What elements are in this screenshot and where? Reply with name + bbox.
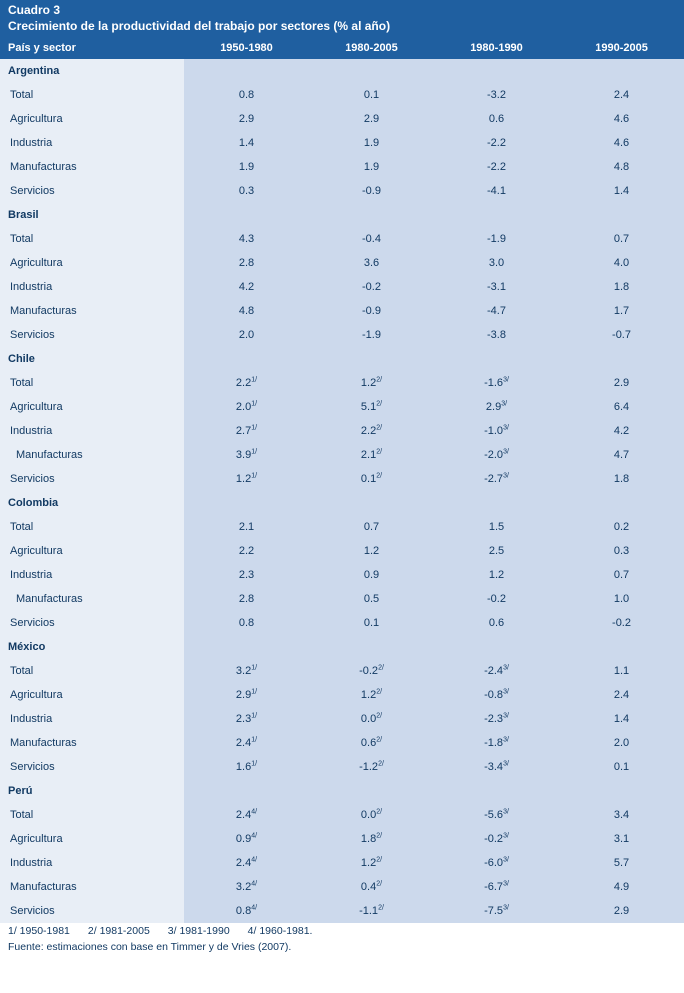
footnote-marker: 3/: [503, 712, 509, 720]
sector-label: Servicios: [0, 611, 184, 635]
footnote-marker: 2/: [376, 424, 383, 432]
value-cell: $-7.5^{3/}$: [434, 899, 559, 923]
value-cell: 2.5: [434, 539, 559, 563]
footnote-marker: 3/: [501, 400, 508, 408]
footnote-marker: 4/: [251, 904, 258, 912]
footnote-marker: 1/: [251, 376, 258, 384]
value-cell: -4.7: [434, 299, 559, 323]
value-cell: $2.7^{1/}$: [184, 419, 309, 443]
value-cell: 0.8: [184, 611, 309, 635]
value-cell: $3.9^{1/}$: [184, 443, 309, 467]
value-cell: $1.2^{1/}$: [184, 467, 309, 491]
sector-label: Manufacturas: [0, 299, 184, 323]
value-cell: 1.5: [434, 515, 559, 539]
value-cell: 3.4: [559, 803, 684, 827]
footnote-marker: 3/: [503, 904, 509, 912]
value-cell: -2.2: [434, 155, 559, 179]
value-cell: $1.2^{2/}$: [309, 851, 434, 875]
value-cell: $3.2^{1/}$: [184, 659, 309, 683]
sector-label: Total: [0, 803, 184, 827]
table-row: [0, 323, 684, 347]
value-cell: 3.1: [559, 827, 684, 851]
value-cell: [184, 203, 309, 227]
value-cell: $2.2^{2/}$: [309, 419, 434, 443]
value-cell: -0.2: [434, 587, 559, 611]
value-cell: 1.9: [309, 155, 434, 179]
value-cell: 1.8: [559, 467, 684, 491]
value-cell: [184, 779, 309, 803]
value-cell: [434, 59, 559, 83]
column-header-row: [0, 38, 684, 59]
value-cell: 1.1: [559, 659, 684, 683]
footnote-marker: 2/: [376, 712, 383, 720]
table-row: [0, 683, 684, 707]
value-cell: [559, 203, 684, 227]
footnote-marker: 3/: [503, 808, 509, 816]
footnote-marker: 1/: [251, 424, 258, 432]
footnote-marker: 3/: [503, 856, 509, 864]
footnote-marker: 1/: [251, 472, 258, 480]
value-cell: 2.9: [559, 371, 684, 395]
value-cell: -2.2: [434, 131, 559, 155]
table-row: [0, 275, 684, 299]
footnote-marker: 3/: [503, 424, 509, 432]
value-cell: -3.2: [434, 83, 559, 107]
sector-label: Servicios: [0, 755, 184, 779]
value-cell: $-1.2^{2/}$: [309, 755, 434, 779]
country-label: México: [0, 635, 184, 659]
value-cell: -0.7: [559, 323, 684, 347]
sector-label: Industria: [0, 563, 184, 587]
footnote-1: 1/ 1950-1981: [8, 925, 70, 937]
sector-label: Agricultura: [0, 107, 184, 131]
table-row: [0, 179, 684, 203]
value-cell: $0.1^{2/}$: [309, 467, 434, 491]
country-row: [0, 203, 684, 227]
value-cell: $2.1^{2/}$: [309, 443, 434, 467]
sector-label: Agricultura: [0, 251, 184, 275]
value-cell: $2.9^{3/}$: [434, 395, 559, 419]
value-cell: 0.3: [184, 179, 309, 203]
value-cell: 0.8: [184, 83, 309, 107]
country-label: Brasil: [0, 203, 184, 227]
footnote-marker: 3/: [503, 688, 509, 696]
value-cell: $-2.4^{3/}$: [434, 659, 559, 683]
value-cell: $-3.4^{3/}$: [434, 755, 559, 779]
value-cell: 1.2: [309, 539, 434, 563]
footnote-marker: 2/: [376, 472, 383, 480]
value-cell: $-2.7^{3/}$: [434, 467, 559, 491]
value-cell: 4.6: [559, 107, 684, 131]
sector-label: Agricultura: [0, 539, 184, 563]
table-row: [0, 827, 684, 851]
table-body: [0, 59, 684, 923]
value-cell: 2.1: [184, 515, 309, 539]
table-row: [0, 659, 684, 683]
sector-label: Servicios: [0, 323, 184, 347]
footnote-marker: 3/: [503, 736, 509, 744]
value-cell: $0.0^{2/}$: [309, 803, 434, 827]
value-cell: -3.1: [434, 275, 559, 299]
value-cell: $2.3^{1/}$: [184, 707, 309, 731]
value-cell: $2.4^{1/}$: [184, 731, 309, 755]
value-cell: 2.9: [309, 107, 434, 131]
value-cell: 4.2: [184, 275, 309, 299]
value-cell: $-0.8^{3/}$: [434, 683, 559, 707]
table-row: [0, 83, 684, 107]
value-cell: 1.4: [184, 131, 309, 155]
table-row: [0, 515, 684, 539]
value-cell: $2.0^{1/}$: [184, 395, 309, 419]
value-cell: $0.8^{4/}$: [184, 899, 309, 923]
value-cell: 0.5: [309, 587, 434, 611]
footnote-marker: 2/: [378, 760, 384, 768]
column-header-1980-1990: 1980-1990: [434, 38, 559, 59]
column-header-label: País y sector: [0, 38, 184, 59]
table-row: [0, 131, 684, 155]
footnote-marker: 1/: [251, 400, 258, 408]
country-row: [0, 491, 684, 515]
table-row: [0, 851, 684, 875]
value-cell: $-1.1^{2/}$: [309, 899, 434, 923]
sector-label: Agricultura: [0, 827, 184, 851]
table-title-row: [0, 18, 684, 38]
sector-label: Industria: [0, 419, 184, 443]
value-cell: 4.3: [184, 227, 309, 251]
value-cell: $2.4^{4/}$: [184, 851, 309, 875]
value-cell: $-5.6^{3/}$: [434, 803, 559, 827]
value-cell: 2.0: [559, 731, 684, 755]
value-cell: $3.2^{4/}$: [184, 875, 309, 899]
sector-label: Industria: [0, 131, 184, 155]
table-row: [0, 227, 684, 251]
value-cell: $1.2^{2/}$: [309, 371, 434, 395]
table-row: [0, 467, 684, 491]
value-cell: 6.4: [559, 395, 684, 419]
sector-label: Agricultura: [0, 683, 184, 707]
value-cell: $-1.8^{3/}$: [434, 731, 559, 755]
value-cell: 2.0: [184, 323, 309, 347]
value-cell: [309, 491, 434, 515]
footnote-marker: 4/: [251, 832, 258, 840]
footnote-marker: 1/: [251, 688, 258, 696]
sector-label: Manufacturas: [0, 443, 184, 467]
value-cell: [184, 347, 309, 371]
footnote-4: 4/ 1960-1981.: [247, 925, 313, 937]
country-row: [0, 635, 684, 659]
value-cell: 0.9: [309, 563, 434, 587]
country-row: [0, 59, 684, 83]
value-cell: [309, 347, 434, 371]
footnote-marker: 2/: [376, 808, 383, 816]
table-row: [0, 611, 684, 635]
value-cell: 4.9: [559, 875, 684, 899]
sector-label: Servicios: [0, 467, 184, 491]
table-row: [0, 803, 684, 827]
value-cell: 1.8: [559, 275, 684, 299]
value-cell: [559, 347, 684, 371]
value-cell: 2.9: [184, 107, 309, 131]
value-cell: 0.6: [434, 611, 559, 635]
value-cell: $-2.0^{3/}$: [434, 443, 559, 467]
value-cell: [559, 779, 684, 803]
footnote-marker: 2/: [376, 688, 383, 696]
footnote-2: 2/ 1981-2005: [87, 925, 150, 937]
value-cell: 1.4: [559, 179, 684, 203]
value-cell: [434, 203, 559, 227]
footnote-marker: 4/: [251, 856, 258, 864]
value-cell: 2.2: [184, 539, 309, 563]
sector-label: Total: [0, 515, 184, 539]
value-cell: [309, 635, 434, 659]
value-cell: -0.2: [309, 275, 434, 299]
value-cell: 0.6: [434, 107, 559, 131]
source-note: Fuente: estimaciones con base en Timmer y de Vries (2007).: [0, 937, 684, 953]
value-cell: 4.8: [184, 299, 309, 323]
footnote-marker: 4/: [251, 808, 258, 816]
value-cell: [434, 347, 559, 371]
value-cell: $5.1^{2/}$: [309, 395, 434, 419]
value-cell: -1.9: [309, 323, 434, 347]
value-cell: 2.4: [559, 83, 684, 107]
value-cell: 4.2: [559, 419, 684, 443]
value-cell: $1.2^{2/}$: [309, 683, 434, 707]
value-cell: $0.6^{2/}$: [309, 731, 434, 755]
value-cell: -4.1: [434, 179, 559, 203]
country-label: Perú: [0, 779, 184, 803]
value-cell: $-0.2^{2/}$: [309, 659, 434, 683]
value-cell: [559, 491, 684, 515]
table-row: [0, 755, 684, 779]
value-cell: [434, 635, 559, 659]
sector-label: Total: [0, 371, 184, 395]
value-cell: 1.9: [184, 155, 309, 179]
footnote-marker: 4/: [251, 880, 258, 888]
column-header-1950-1980: 1950-1980: [184, 38, 309, 59]
value-cell: $0.9^{4/}$: [184, 827, 309, 851]
value-cell: 2.3: [184, 563, 309, 587]
value-cell: -0.4: [309, 227, 434, 251]
footnote-marker: 3/: [503, 760, 509, 768]
value-cell: $0.4^{2/}$: [309, 875, 434, 899]
value-cell: [434, 491, 559, 515]
footnote-marker: 2/: [376, 736, 383, 744]
value-cell: 3.6: [309, 251, 434, 275]
value-cell: 1.2: [434, 563, 559, 587]
footnote-marker: 2/: [376, 832, 383, 840]
sector-label: Manufacturas: [0, 731, 184, 755]
value-cell: [559, 635, 684, 659]
value-cell: -3.8: [434, 323, 559, 347]
sector-label: Total: [0, 659, 184, 683]
country-label: Chile: [0, 347, 184, 371]
sector-label: Total: [0, 83, 184, 107]
value-cell: 4.0: [559, 251, 684, 275]
footnote-marker: 3/: [503, 472, 509, 480]
table-row: [0, 539, 684, 563]
footnotes: [0, 923, 684, 937]
footnote-marker: 3/: [503, 880, 509, 888]
country-row: [0, 779, 684, 803]
sector-label: Manufacturas: [0, 155, 184, 179]
table-row: [0, 707, 684, 731]
table-title: Crecimiento de la productividad del trabajo por sectores (% al año): [0, 18, 684, 38]
value-cell: $-2.3^{3/}$: [434, 707, 559, 731]
value-cell: 0.7: [559, 563, 684, 587]
footnote-marker: 2/: [376, 400, 383, 408]
value-cell: [184, 635, 309, 659]
value-cell: 0.2: [559, 515, 684, 539]
value-cell: 5.7: [559, 851, 684, 875]
value-cell: $0.0^{2/}$: [309, 707, 434, 731]
table-row: [0, 251, 684, 275]
value-cell: $-0.2^{3/}$: [434, 827, 559, 851]
value-cell: -1.9: [434, 227, 559, 251]
footnote-marker: 2/: [378, 664, 384, 672]
table-row: [0, 299, 684, 323]
value-cell: $-6.7^{3/}$: [434, 875, 559, 899]
value-cell: $2.4^{4/}$: [184, 803, 309, 827]
footnote-marker: 1/: [251, 664, 258, 672]
footnote-marker: 3/: [503, 448, 509, 456]
table-row: [0, 899, 684, 923]
sector-label: Industria: [0, 275, 184, 299]
country-row: [0, 347, 684, 371]
column-header-1990-2005: 1990-2005: [559, 38, 684, 59]
value-cell: 1.4: [559, 707, 684, 731]
footnote-marker: 2/: [376, 880, 383, 888]
footnote-marker: 2/: [376, 376, 383, 384]
value-cell: [434, 779, 559, 803]
value-cell: $1.6^{1/}$: [184, 755, 309, 779]
table-header: [0, 0, 684, 59]
value-cell: -0.2: [559, 611, 684, 635]
value-cell: $2.2^{1/}$: [184, 371, 309, 395]
footnote-marker: 1/: [251, 736, 258, 744]
value-cell: 1.9: [309, 131, 434, 155]
value-cell: 0.3: [559, 539, 684, 563]
value-cell: 0.7: [309, 515, 434, 539]
value-cell: $-1.0^{3/}$: [434, 419, 559, 443]
table-row: [0, 155, 684, 179]
column-header-1980-2005: 1980-2005: [309, 38, 434, 59]
sector-label: Manufacturas: [0, 587, 184, 611]
value-cell: $-1.6^{3/}$: [434, 371, 559, 395]
table-number-row: [0, 0, 684, 18]
value-cell: 0.1: [559, 755, 684, 779]
value-cell: 1.0: [559, 587, 684, 611]
footnote-marker: 3/: [503, 376, 509, 384]
value-cell: 4.7: [559, 443, 684, 467]
value-cell: 2.4: [559, 683, 684, 707]
table-row: [0, 563, 684, 587]
value-cell: $2.9^{1/}$: [184, 683, 309, 707]
footnote-3: 3/ 1981-1990: [167, 925, 230, 937]
footnote-marker: 2/: [376, 448, 383, 456]
value-cell: [309, 203, 434, 227]
value-cell: 0.1: [309, 611, 434, 635]
value-cell: [184, 59, 309, 83]
value-cell: 4.8: [559, 155, 684, 179]
value-cell: 2.9: [559, 899, 684, 923]
sector-label: Agricultura: [0, 395, 184, 419]
table-row: [0, 419, 684, 443]
footnote-marker: 1/: [251, 712, 258, 720]
sector-label: Servicios: [0, 899, 184, 923]
value-cell: -0.9: [309, 299, 434, 323]
country-label: Argentina: [0, 59, 184, 83]
footnote-marker: 1/: [251, 760, 258, 768]
footnote-marker: 3/: [503, 664, 509, 672]
sector-label: Industria: [0, 707, 184, 731]
country-label: Colombia: [0, 491, 184, 515]
footnote-marker: 2/: [376, 856, 383, 864]
value-cell: 2.8: [184, 251, 309, 275]
value-cell: $-6.0^{3/}$: [434, 851, 559, 875]
footnote-marker: 3/: [503, 832, 509, 840]
value-cell: 0.1: [309, 83, 434, 107]
table-row: [0, 731, 684, 755]
value-cell: [184, 491, 309, 515]
value-cell: $1.8^{2/}$: [309, 827, 434, 851]
table-row: [0, 875, 684, 899]
footnote-marker: 2/: [378, 904, 384, 912]
sector-label: Industria: [0, 851, 184, 875]
value-cell: 1.7: [559, 299, 684, 323]
value-cell: [309, 59, 434, 83]
value-cell: 2.8: [184, 587, 309, 611]
footnote-marker: 1/: [251, 448, 258, 456]
value-cell: 3.0: [434, 251, 559, 275]
table-row: [0, 395, 684, 419]
table-number: Cuadro 3: [0, 0, 684, 18]
table-row: [0, 107, 684, 131]
value-cell: [309, 779, 434, 803]
sector-label: Manufacturas: [0, 875, 184, 899]
sector-label: Servicios: [0, 179, 184, 203]
value-cell: -0.9: [309, 179, 434, 203]
table-row: [0, 371, 684, 395]
table-row: [0, 443, 684, 467]
table-row: [0, 587, 684, 611]
value-cell: [559, 59, 684, 83]
value-cell: 4.6: [559, 131, 684, 155]
sector-label: Total: [0, 227, 184, 251]
value-cell: 0.7: [559, 227, 684, 251]
